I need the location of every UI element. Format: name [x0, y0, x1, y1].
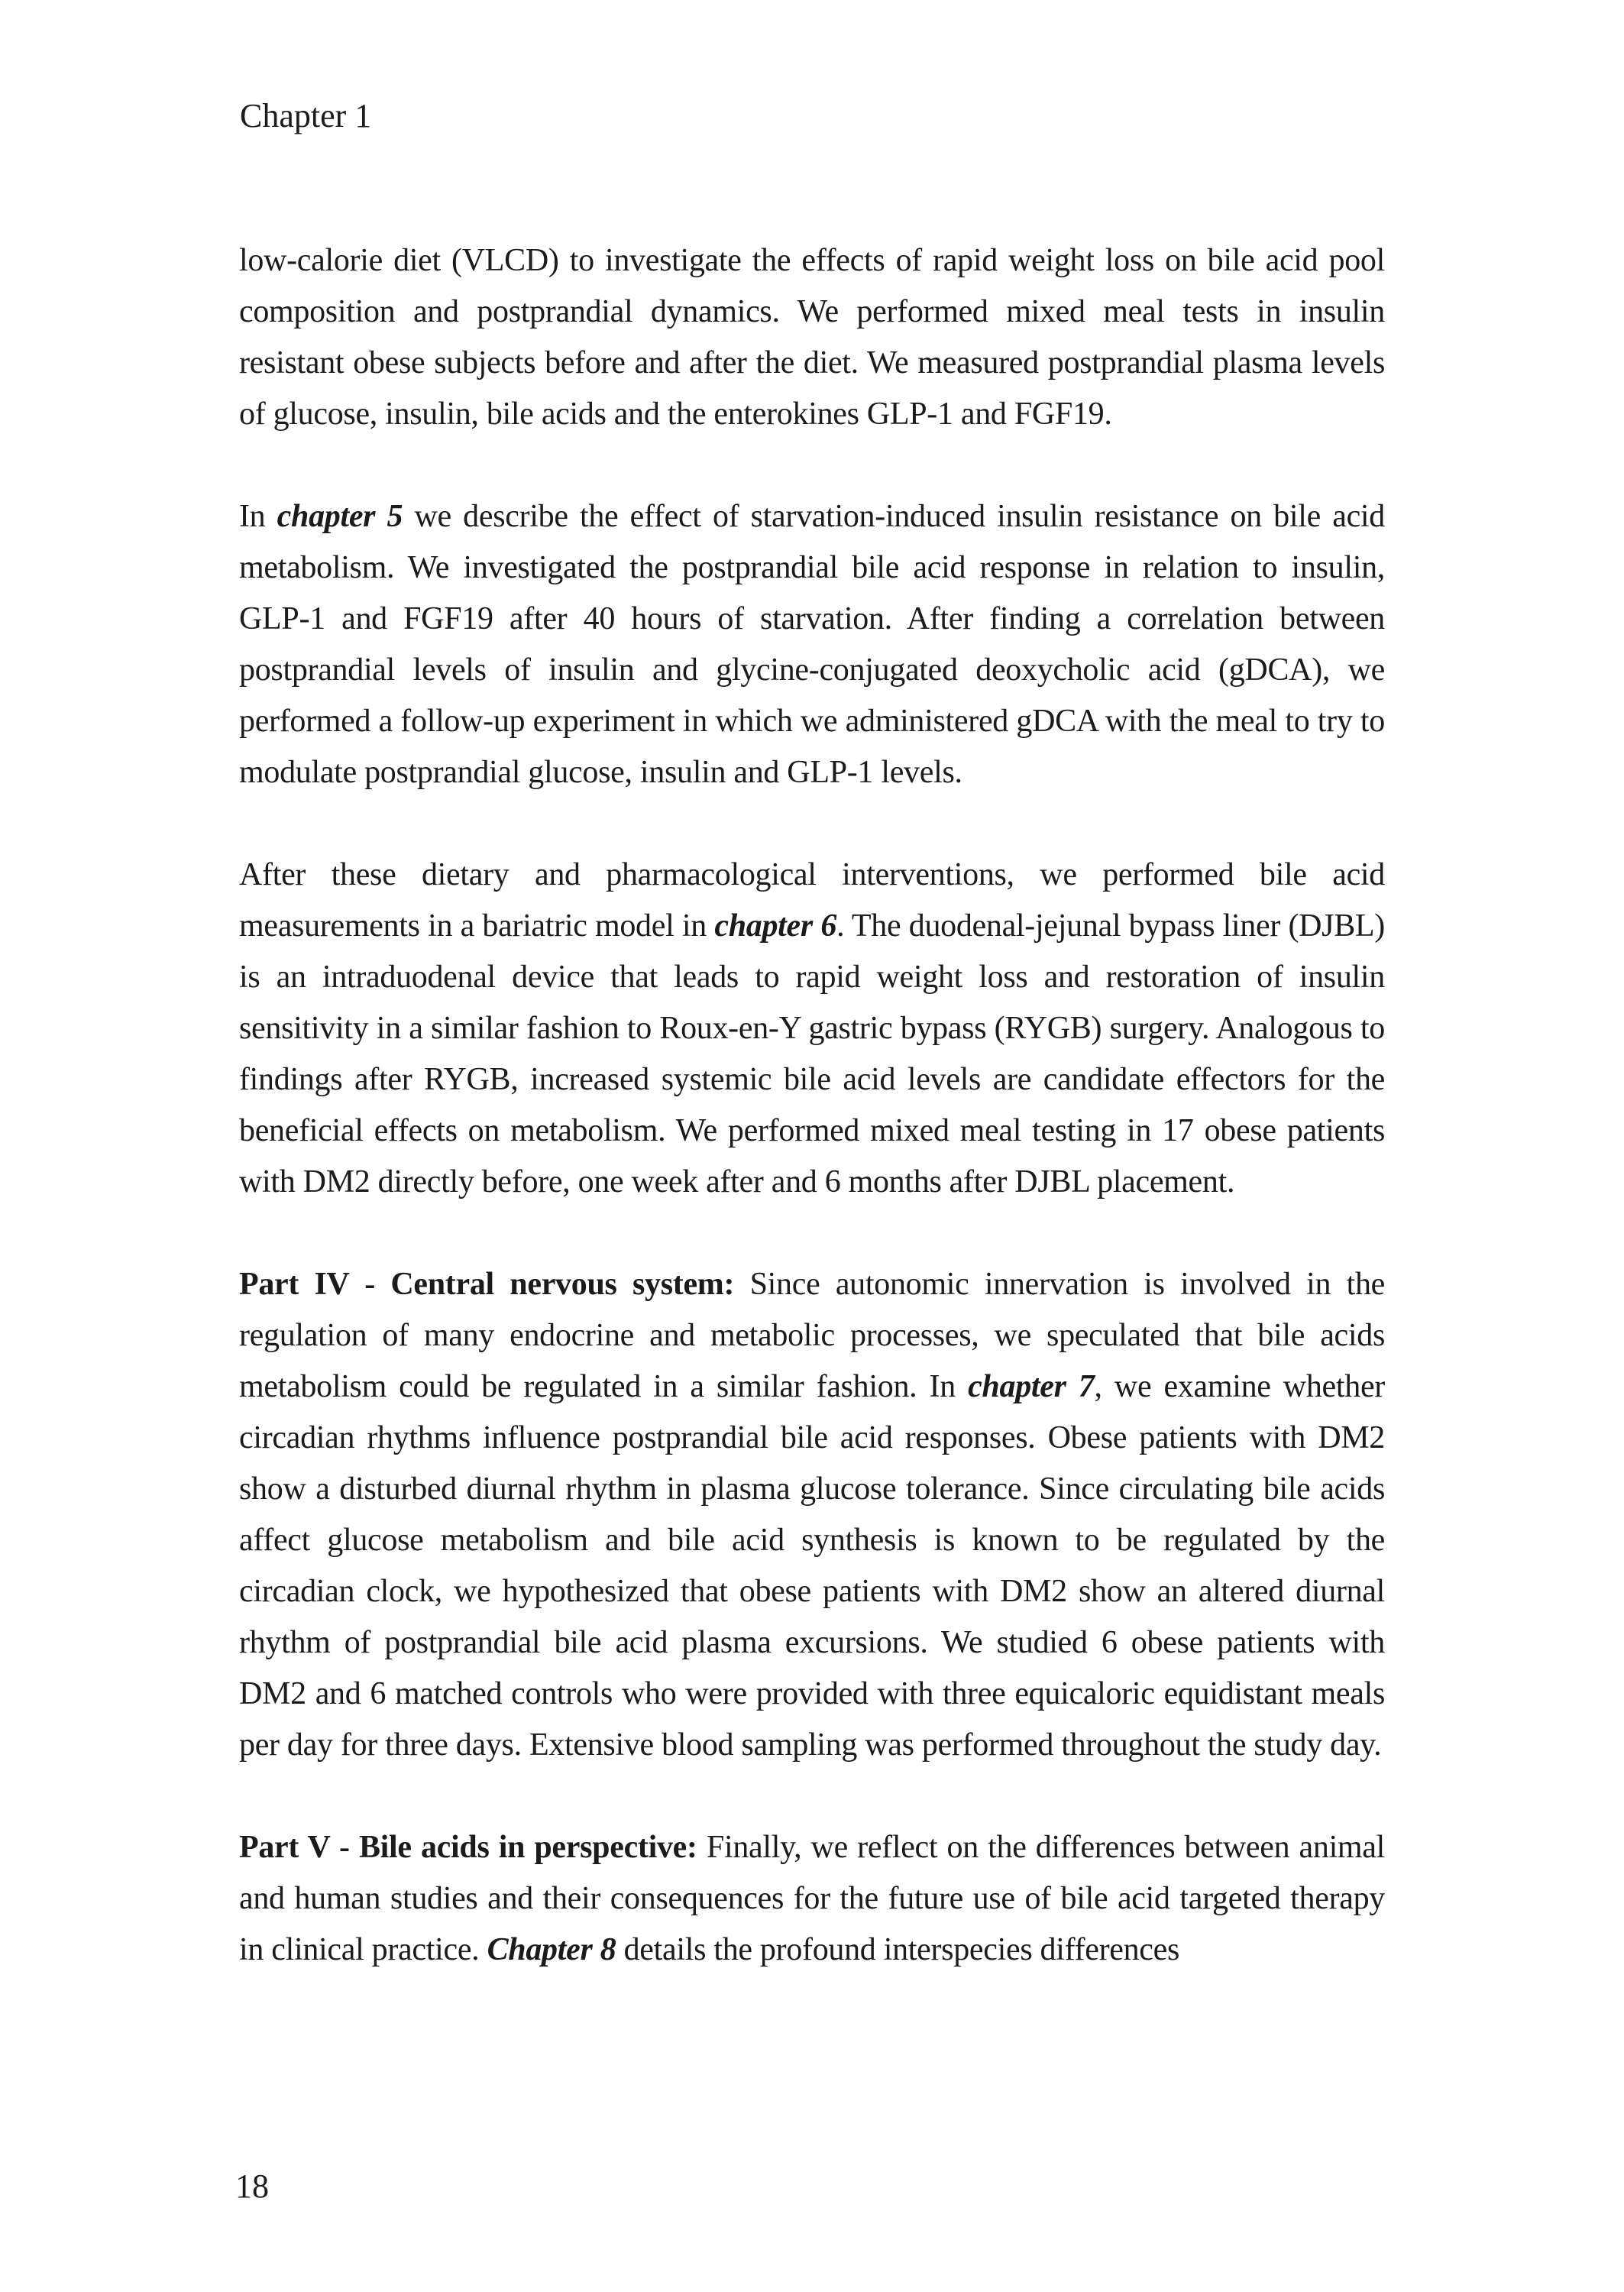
text-run: we describe the effect of starvation-induced insulin resistance on bile acid metabolism. We investigated the postprandial bile acid response in relation to insulin, GLP-1 and FGF19 after 40 hours of starvation. After finding a correlation between postprandial levels of insulin and glycine-conjugated deoxycholic acid (gDCA), we performed a follow-up experiment in which we administered gDCA with the meal to try to modulate postprandial glucose, insulin and GLP-1 levels.	[239, 499, 1385, 790]
chapter-reference: Chapter 8	[487, 1932, 616, 1967]
text-run: . The duodenal-jejunal bypass liner (DJBL) is an intraduodenal device that leads to rapid weight loss and restoration of insulin sensitivity in a similar fashion to Roux-en-Y gastric bypass (RYGB) surgery. Analogous to findings after RYGB, increased systemic bile acid levels are candidate effectors for the beneficial effects on metabolism. We performed mixed meal testing in 17 obese patients with DM2 directly before, one week after and 6 months after DJBL placement.	[239, 908, 1385, 1199]
chapter-reference: chapter 5	[277, 499, 403, 534]
chapter-reference: chapter 6	[714, 908, 837, 944]
paragraph	[239, 491, 1385, 798]
chapter-reference: chapter 7	[968, 1369, 1095, 1404]
section-lead-in: Part V - Bile acids in perspective:	[239, 1830, 697, 1865]
paragraph	[239, 1259, 1385, 1771]
paragraph	[239, 1822, 1385, 1976]
text-run: , we examine whether circadian rhythms influence postprandial bile acid responses. Obese patients with DM2 show a disturbed diurnal rhythm in plasma glucose tolerance. Since circulating bile acids affect glucose metabolism and bile acid synthesis is known to be regulated by the circadian clock, we hypothesized that obese patients with DM2 show an altered diurnal rhythm of postprandial bile acid plasma excursions. We studied 6 obese patients with DM2 and 6 matched controls who were provided with three equicaloric equidistant meals per day for three days. Extensive blood sampling was performed throughout the study day.	[239, 1369, 1385, 1763]
text-run: In	[239, 499, 277, 534]
page-body	[239, 235, 1385, 1976]
page-number: 18	[235, 2167, 269, 2205]
text-run: details the profound interspecies differences	[616, 1932, 1180, 1967]
text-run: Finally, we reflect on the differences between animal and human studies and their consequences for the future use of bile acid targeted therapy in clinical practice.	[239, 1830, 1386, 1967]
text-run: After these dietary and pharmacological interventions, we performed bile acid measurements in a bariatric model in	[239, 857, 1385, 944]
text-run: low-calorie diet (VLCD) to investigate the effects of rapid weight loss on bile acid pool composition and postprandial dynamics. We performed mixed meal tests in insulin resistant obese subjects before and after the diet. We measured postprandial plasma levels of glucose, insulin, bile acids and the enterokines GLP-1 and FGF19.	[239, 243, 1385, 432]
paragraph	[239, 850, 1385, 1208]
paragraph	[239, 235, 1385, 440]
text-run: Since autonomic innervation is involved in the regulation of many endocrine and metabolic processes, we speculated that bile acids metabolism could be regulated in a similar fashion. In	[239, 1267, 1385, 1404]
running-header: Chapter 1	[240, 97, 372, 134]
section-lead-in: Part IV - Central nervous system:	[239, 1267, 735, 1302]
